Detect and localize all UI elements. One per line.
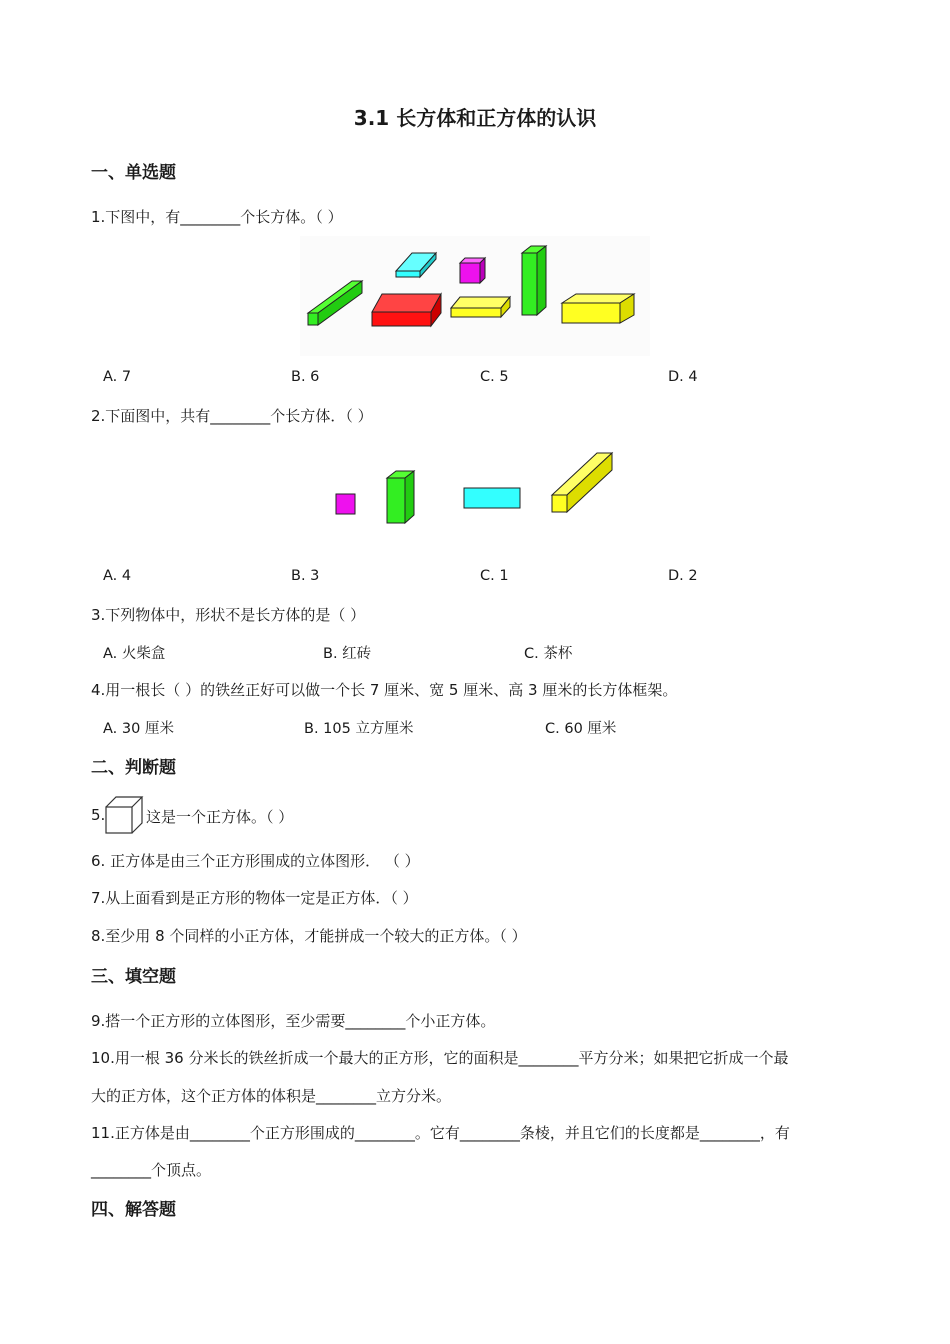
question-5-number: 5.: [91, 806, 106, 824]
q4-option-a: A. 30 厘米: [103, 721, 174, 737]
question-7: 7.从上面看到是正方形的物体一定是正方体．（ ）: [91, 889, 418, 907]
question-5: 这是一个正方体。（ ）: [146, 808, 294, 826]
cyan-rectangle-shape: [464, 488, 520, 508]
question-4: 4.用一根长（ ）的铁丝正好可以做一个长 7 厘米、宽 5 厘米、高 3 厘米的长方体框架。: [91, 681, 678, 699]
q3-option-a: A. 火柴盒: [103, 646, 166, 662]
q1-option-a: A. 7: [103, 369, 132, 385]
yellow-box-shape: [562, 294, 634, 323]
question-9: 9.搭一个正方形的立体图形，至少需要________个小正方体。: [91, 1012, 496, 1030]
q2-option-c: C. 1: [480, 568, 509, 584]
green-tall-bar-shape: [522, 246, 546, 315]
question-11-line-1: 11.正方体是由________个正方形围成的________。它有________条棱，并且它们的长度都是________，有: [91, 1124, 790, 1142]
cube-outline-figure: [104, 795, 144, 835]
q2-option-d: D. 2: [668, 568, 698, 584]
q1-option-b: B. 6: [291, 369, 320, 385]
yellow-slab-shape: [451, 297, 510, 317]
q1-option-d: D. 4: [668, 369, 698, 385]
q4-option-c: C. 60 厘米: [545, 721, 617, 737]
question-2: 2.下面图中，共有________个长方体．（ ）: [91, 407, 373, 425]
question-6: 6. 正方体是由三个正方形围成的立体图形． （ ）: [91, 852, 420, 870]
question-1-figure: [300, 236, 650, 356]
section-heading-single-choice: 一、单选题: [91, 163, 176, 183]
green-box-shape: [387, 471, 414, 523]
page-title: 3.1 长方体和正方体的认识: [353, 106, 597, 130]
question-2-figure: [330, 448, 620, 528]
section-heading-fill-blank: 三、填空题: [91, 967, 176, 987]
magenta-square-shape: [336, 494, 355, 514]
red-box-shape: [372, 294, 441, 326]
q4-option-b: B. 105 立方厘米: [304, 721, 414, 737]
question-11-line-2: ________个顶点。: [91, 1161, 212, 1179]
question-10-line-1: 10.用一根 36 分米长的铁丝折成一个最大的正方形，它的面积是________平方分米；如果把它折成一个最: [91, 1049, 789, 1067]
question-3: 3.下列物体中，形状不是长方体的是（ ）: [91, 606, 366, 624]
q3-option-b: B. 红砖: [323, 646, 372, 662]
section-heading-true-false: 二、判断题: [91, 758, 176, 778]
section-heading-solve: 四、解答题: [91, 1200, 176, 1220]
question-8: 8.至少用 8 个同样的小正方体，才能拼成一个较大的正方体。（ ）: [91, 927, 527, 945]
question-1: 1.下图中，有________个长方体。（ ）: [91, 208, 343, 226]
q1-option-c: C. 5: [480, 369, 509, 385]
q2-option-a: A. 4: [103, 568, 132, 584]
yellow-bar-shape: [552, 453, 612, 512]
magenta-cube-shape: [460, 258, 485, 283]
q3-option-c: C. 茶杯: [524, 646, 573, 662]
q2-option-b: B. 3: [291, 568, 320, 584]
question-10-line-2: 大的正方体，这个正方体的体积是________立方分米。: [91, 1087, 452, 1105]
